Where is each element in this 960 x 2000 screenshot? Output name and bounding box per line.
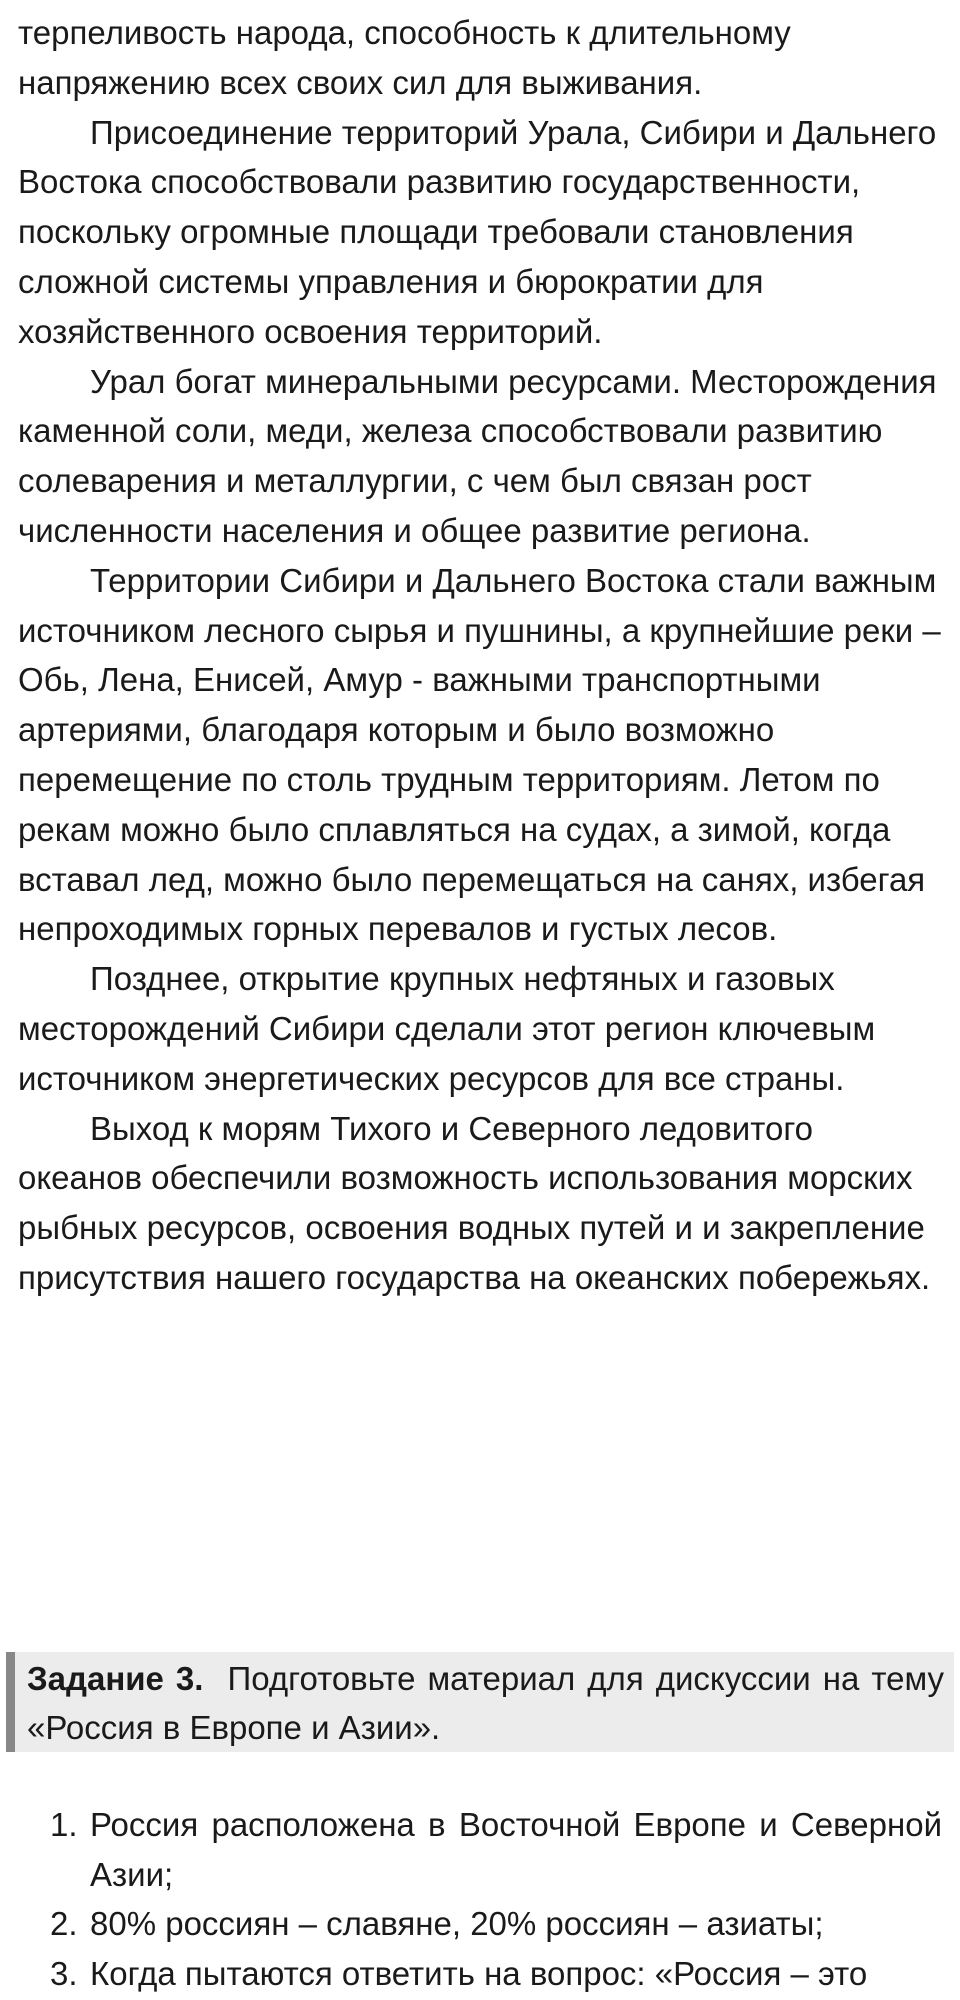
paragraph-4: Территории Сибири и Дальнего Востока стали важным источником лесного сырья и пушнины, а крупнейшие реки – Обь, Лена, Енисей, Амур - важными транспортными артериями, благодаря которым и было возможно перемещение по столь трудным территориям. Летом по рекам можно было сплавляться на судах, а зимой, когда вставал лед, можно было перемещаться на санях, избегая непроходимых горных перевалов и густых лесов.	[18, 561, 941, 948]
paragraph-6: Выход к морям Тихого и Северного ледовитого океанов обеспечили возможность использования морских рыбных ресурсов, освоения водных путей и и закрепление присутствия нашего государства на океанских побережьях.	[18, 1109, 931, 1296]
paragraph-5: Позднее, открытие крупных нефтяных и газовых месторождений Сибири сделали этот регион ключевым источником энергетических ресурсов для все страны.	[18, 960, 876, 1097]
list-item-text: Россия расположена в Восточной Европе и Северной Азии;	[90, 1806, 942, 1893]
list-item-number: 2.	[50, 1905, 78, 1942]
paragraph-1: терпеливость народа, способность к длительному напряжению всех своих сил для выживания.	[18, 14, 791, 101]
numbered-list	[50, 1800, 942, 1998]
task-box	[6, 1652, 954, 1752]
list-item-text: 80% россиян – славяне, 20% россиян – азиаты;	[90, 1905, 824, 1942]
list-item-text: Когда пытаются ответить на вопрос: «Россия – это	[90, 1954, 868, 1992]
task-text	[27, 1654, 944, 1752]
document-page	[18, 0, 942, 1303]
task-description: Подготовьте материал для дискуссии на тему «Россия в Европе и Азии».	[27, 1660, 945, 1746]
list-item	[50, 1800, 942, 1899]
task-label: Задание 3.	[27, 1660, 204, 1697]
paragraph-3: Урал богат минеральными ресурсами. Месторождения каменной соли, меди, железа способствовали развитию солеварения и металлургии, с чем был связан рост численности населения и общее развитие региона.	[18, 362, 937, 549]
list-item	[50, 1949, 942, 1999]
list-item	[50, 1899, 942, 1949]
paragraph-2: Присоединение территорий Урала, Сибири и Дальнего Востока способствовали развитию государственности, поскольку огромные площади требовали становления сложной системы управления и бюрократии для хозяйственного освоения территорий.	[18, 113, 937, 350]
list-item-number: 1.	[50, 1806, 78, 1843]
list-item-number: 3.	[50, 1954, 78, 1992]
